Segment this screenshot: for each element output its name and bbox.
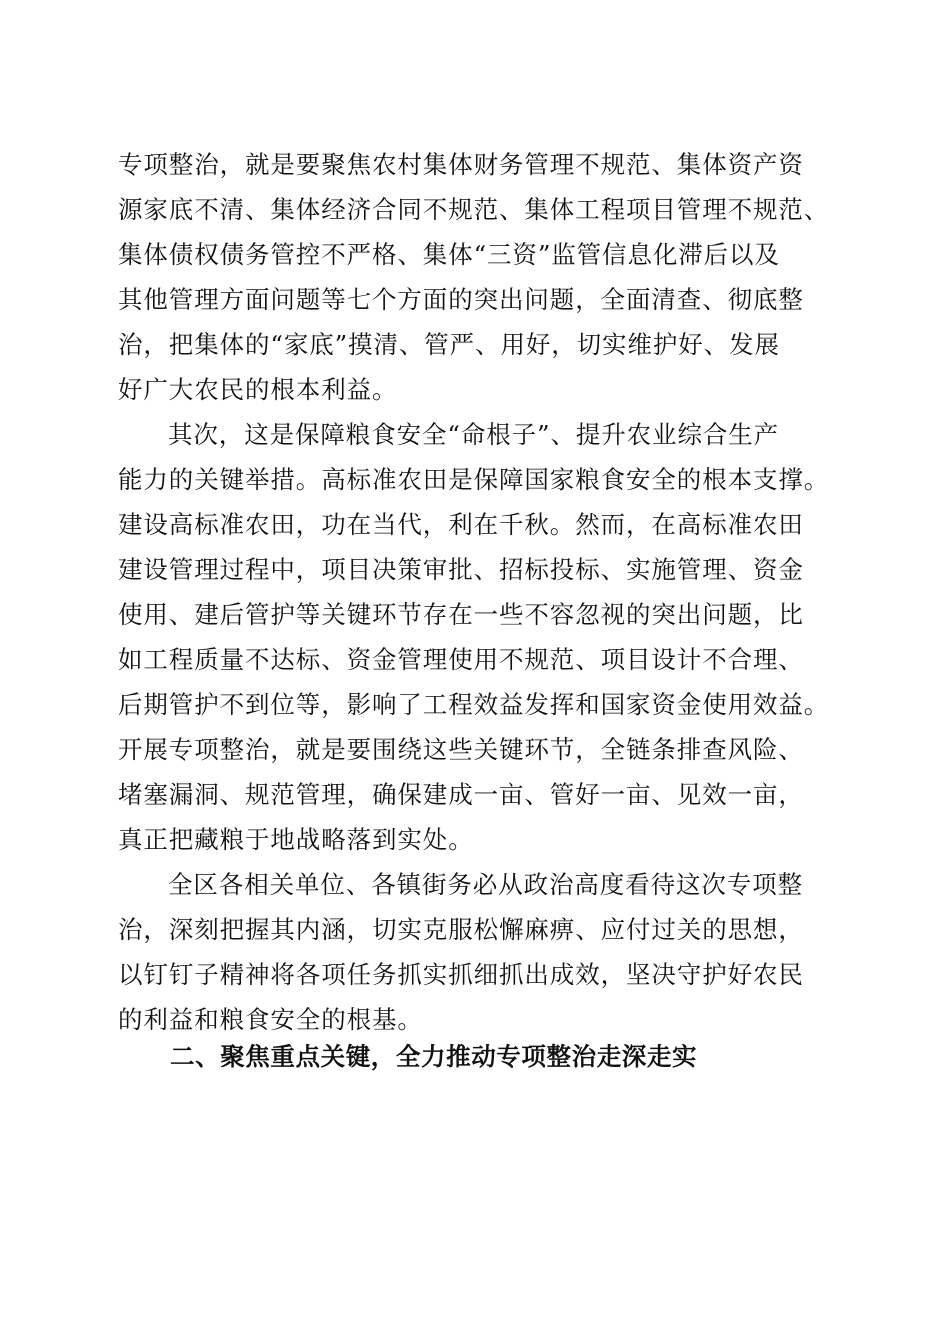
text-line: 真正把藏粮于地战略落到实处。 xyxy=(118,825,474,854)
text-line: 建设管理过程中，项目决策审批、招标投标、实施管理、资金 xyxy=(118,555,804,584)
text-line: 使用、建后管护等关键环节存在一些不容忽视的突出问题，比 xyxy=(118,600,804,629)
text-line: 建设高标准农田，功在当代，利在千秋。然而，在高标准农田 xyxy=(118,510,804,539)
text-line: 的利益和粮食安全的根基。 xyxy=(118,1005,423,1034)
text-line: 后期管护不到位等，影响了工程效益发挥和国家资金使用效益。 xyxy=(118,690,830,719)
text-line: 如工程质量不达标、资金管理使用不规范、项目设计不合理、 xyxy=(118,645,804,674)
text-line: 其他管理方面问题等七个方面的突出问题，全面清查、彻底整 xyxy=(118,285,804,314)
text-line: 治，深刻把握其内涵，切实克服松懈麻痹、应付过关的思想， xyxy=(118,915,804,944)
document-body xyxy=(118,142,848,1042)
text-line: 专项整治，就是要聚焦农村集体财务管理不规范、集体资产资 xyxy=(118,150,804,179)
text-line: 能力的关键举措。高标准农田是保障国家粮食安全的根本支撑。 xyxy=(118,465,830,494)
text-line: 全区各相关单位、各镇街务必从政治高度看待这次专项整 xyxy=(168,870,803,899)
text-line: 以钉钉子精神将各项任务抓实抓细抓出成效，坚决守护好农民 xyxy=(118,960,804,989)
text-line: 集体债权债务管控不严格、集体“三资”监管信息化滞后以及 xyxy=(118,240,780,269)
text-line: 堵塞漏洞、规范管理，确保建成一亩、管好一亩、见效一亩， xyxy=(118,780,804,809)
text-line: 开展专项整治，就是要围绕这些关键环节，全链条排查风险、 xyxy=(118,735,804,764)
text-line: 源家底不清、集体经济合同不规范、集体工程项目管理不规范、 xyxy=(118,195,830,224)
text-line: 好广大农民的根本利益。 xyxy=(118,375,398,404)
text-line: 其次，这是保障粮食安全“命根子”、提升农业综合生产 xyxy=(168,420,780,449)
text-line: 治，把集体的“家底”摸清、管严、用好，切实维护好、发展 xyxy=(118,330,780,359)
section-heading: 二、聚焦重点关键，全力推动专项整治走深走实 xyxy=(170,1042,698,1071)
